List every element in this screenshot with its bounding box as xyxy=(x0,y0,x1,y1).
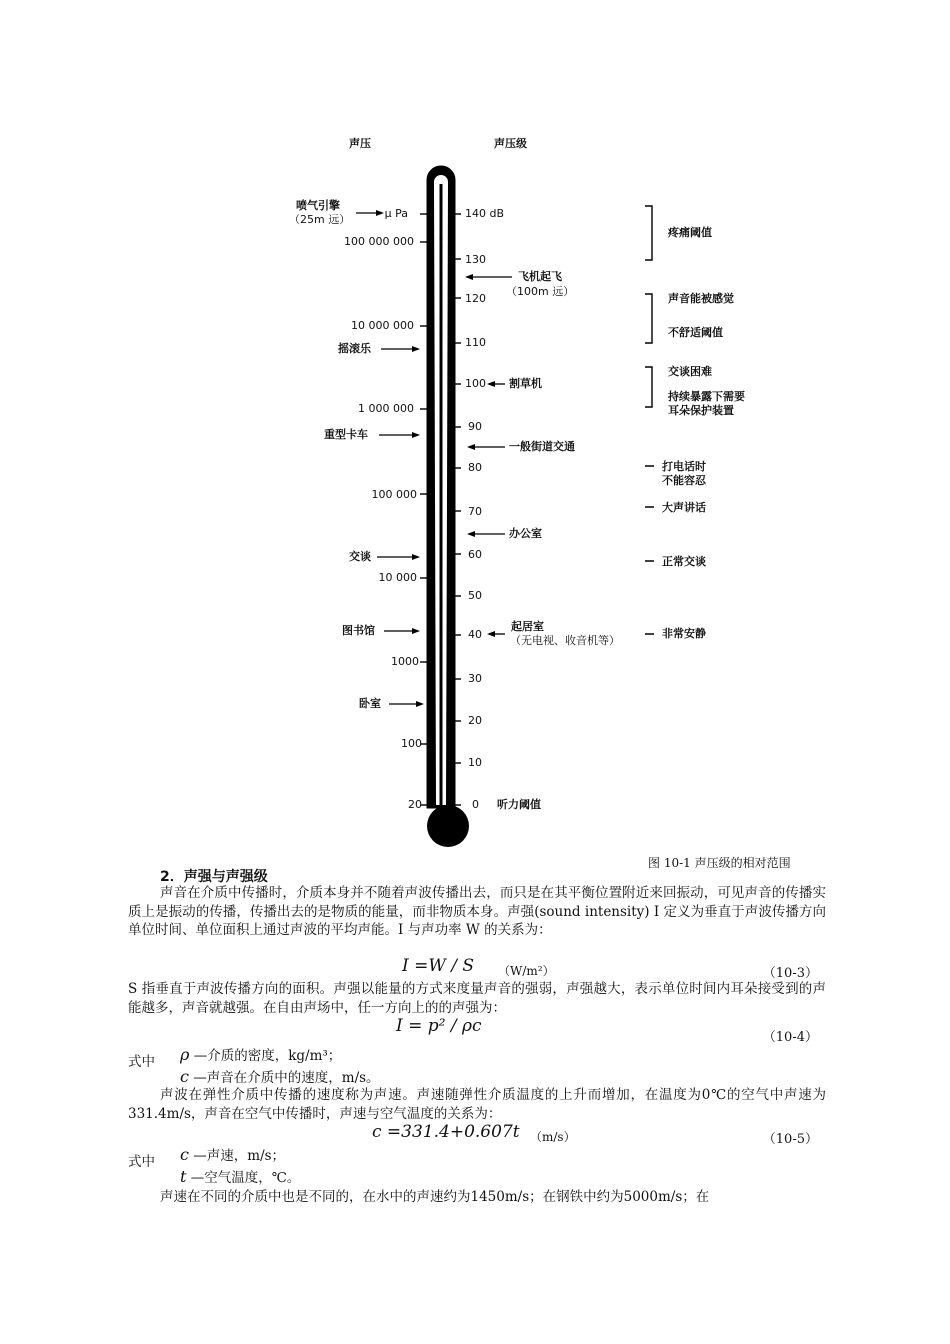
arrow-head xyxy=(412,628,420,634)
arrow-head xyxy=(467,531,475,537)
pressure-label: 10 000 000 xyxy=(351,319,414,332)
pressure-label: 100 000 000 xyxy=(344,235,414,248)
where-label-2: 式中 xyxy=(128,1154,155,1170)
level-label: 50 xyxy=(468,589,482,602)
equation-10-3-number: （10-3） xyxy=(762,966,818,981)
where-1-rho xyxy=(180,1044,341,1064)
arrow-head xyxy=(416,701,424,707)
header-sound-pressure: 声压 xyxy=(349,137,371,150)
source-jet-engine: 喷气引擎 xyxy=(296,199,340,212)
equation-10-3-unit: （W/m²） xyxy=(498,964,555,978)
equation-10-4: I = p² / ρc xyxy=(396,1016,482,1036)
where-label-1: 式中 xyxy=(128,1054,155,1070)
pressure-label: 100 xyxy=(401,737,422,750)
effect-normal-talk: 正常交谈 xyxy=(662,555,706,568)
level-label: 100 xyxy=(465,377,486,390)
effect-phone-line1: 打电话时 xyxy=(662,460,706,473)
where-2-t xyxy=(180,1166,300,1186)
header-sound-pressure-level: 声压级 xyxy=(494,137,527,150)
effect-protection-line2: 耳朵保护装置 xyxy=(668,404,734,417)
level-label: 130 xyxy=(465,253,486,266)
source-jet-engine-distance: （25m 远） xyxy=(289,213,351,226)
pressure-label: 20 xyxy=(408,798,422,811)
source-living-room-note: （无电视、收音机等） xyxy=(510,634,620,647)
t-description: —空气温度，℃。 xyxy=(190,1170,301,1186)
effect-loud-speech: 大声讲话 xyxy=(662,501,706,514)
level-label: 110 xyxy=(465,336,486,349)
paragraph-4: 声速在不同的介质中也是不同的，在水中的声速约为1450m/s；在钢铁中约为5000m/s；在 xyxy=(160,1189,710,1205)
level-label: 70 xyxy=(468,505,482,518)
effect-protection-line1: 持续暴露下需要 xyxy=(668,390,745,403)
effect-discomfort: 不舒适阈值 xyxy=(668,326,723,339)
where-1-c xyxy=(180,1066,380,1086)
source-conversation: 交谈 xyxy=(349,550,371,563)
level-label: 60 xyxy=(468,548,482,561)
effect-hard-to-talk: 交谈困难 xyxy=(668,365,712,378)
level-label: 10 xyxy=(468,756,482,769)
pressure-label: 10 000 xyxy=(378,571,417,584)
paragraph-3: 声波在弹性介质中传播的速度称为声速。声速随弹性介质温度的上升而增加，在温度为0℃的空气中声速为331.4m/s，声音在空气中传播时，声速与空气温度的关系为： xyxy=(128,1087,826,1122)
source-office: 办公室 xyxy=(509,527,542,540)
arrow-head xyxy=(412,554,420,560)
source-lawn-mower: 割草机 xyxy=(509,377,542,390)
level-label: 90 xyxy=(468,420,482,433)
rho-description: —介质的密度，kg/m³； xyxy=(193,1048,342,1064)
arrow-head xyxy=(412,346,420,352)
c-symbol: c xyxy=(180,1067,189,1086)
source-airplane-takeoff: 飞机起飞 xyxy=(518,270,562,283)
t-symbol: t xyxy=(180,1167,187,1186)
source-rock-music: 摇滚乐 xyxy=(338,342,371,355)
source-heavy-truck: 重型卡车 xyxy=(324,428,368,441)
source-airplane-distance: （100m 远） xyxy=(506,285,575,298)
equation-10-4-number: （10-4） xyxy=(762,1030,818,1045)
c-symbol: c xyxy=(180,1145,189,1164)
effect-feelable: 声音能被感觉 xyxy=(668,292,734,305)
c-description: —声音在介质中的速度，m/s。 xyxy=(193,1070,380,1086)
arrow-head xyxy=(467,444,475,450)
level-label: 20 xyxy=(468,714,482,727)
source-bedroom: 卧室 xyxy=(359,697,381,710)
level-label: 0 xyxy=(472,798,479,811)
effect-phone-line2: 不能容忍 xyxy=(662,474,706,487)
source-library: 图书馆 xyxy=(342,624,375,637)
pressure-label: 1 000 000 xyxy=(358,402,414,415)
rho-symbol: ρ xyxy=(180,1045,190,1064)
source-street-traffic: 一般街道交通 xyxy=(509,440,575,453)
level-label: 30 xyxy=(468,672,482,685)
pressure-label: 1000 xyxy=(391,655,419,668)
c-description: —声速，m/s； xyxy=(193,1148,286,1164)
effect-very-quiet: 非常安静 xyxy=(662,627,706,640)
level-label: 80 xyxy=(468,461,482,474)
equation-10-5: c =331.4+0.607t xyxy=(372,1122,520,1142)
paragraph-1: 声音在介质中传播时，介质本身并不随着声波传播出去，而只是在其平衡位置附近来回振动，可见声音的传播实质上是振动的传播，传播出去的是物质的能量，而非物质本身。声强(sound intensity) I 定义为垂直于声波传播方向单位时间、单位面积上通过声波的平均声能。I 与声功率 W 的关系为： xyxy=(128,885,826,938)
where-2-c xyxy=(180,1144,285,1164)
arrow-head xyxy=(487,381,495,387)
source-living-room: 起居室 xyxy=(511,620,544,633)
equation-10-5-number: （10-5） xyxy=(762,1132,818,1147)
section-heading: 2．声强与声强级 xyxy=(160,869,268,885)
level-label: 120 xyxy=(465,292,486,305)
effect-brackets xyxy=(645,206,654,634)
level-label: 40 xyxy=(468,628,482,641)
effect-bracket xyxy=(645,294,652,343)
effect-bracket xyxy=(645,206,652,260)
pressure-label: 100 000 xyxy=(371,488,417,501)
equation-10-3: I =W / S xyxy=(402,956,475,976)
thermometer-bulb xyxy=(427,805,469,847)
paragraph-2: S 指垂直于声波传播方向的面积。声强以能量的方式来度量声音的强弱，声强越大，表示单位时间内耳朵接受到的声能越多，声音就越强。在自由声场中，任一方向上的的声强为： xyxy=(128,981,826,1016)
effect-bracket xyxy=(645,367,652,407)
arrow-head xyxy=(412,432,420,438)
arrow-head xyxy=(465,274,473,280)
pressure-label: μ Pa xyxy=(384,207,408,220)
level-label: 140 dB xyxy=(465,207,505,220)
figure-caption: 图 10-1 声压级的相对范围 xyxy=(648,856,791,870)
source-hearing-threshold: 听力阈值 xyxy=(497,798,541,811)
equation-10-5-unit: （m/s） xyxy=(530,1130,576,1144)
effect-pain-threshold: 疼痛阈值 xyxy=(668,226,712,239)
arrow-head xyxy=(487,631,495,637)
